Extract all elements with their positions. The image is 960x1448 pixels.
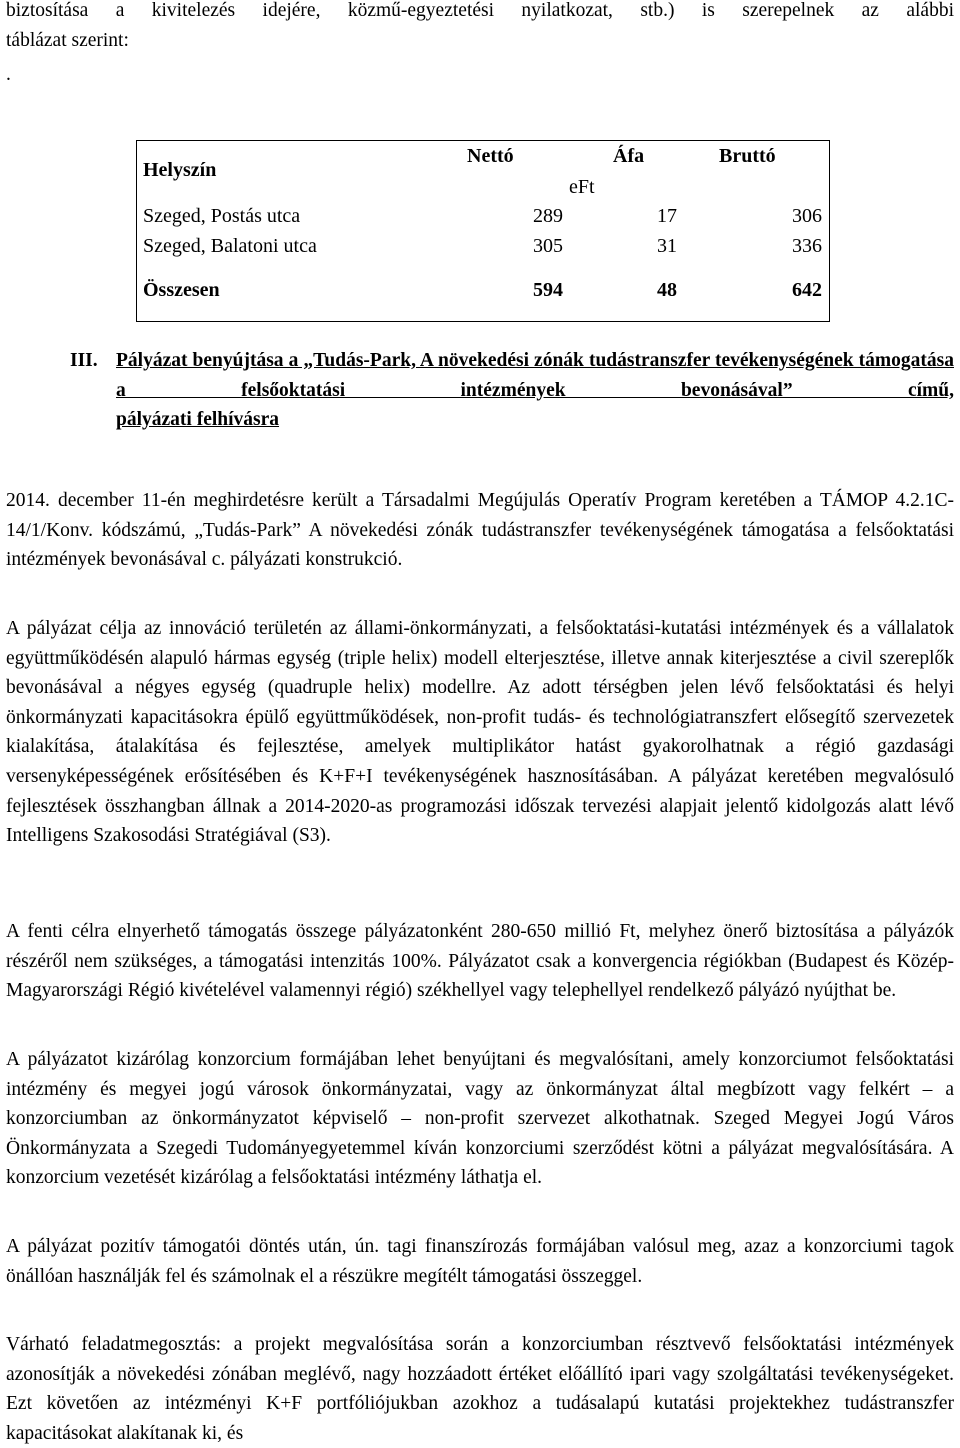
paragraph-funding [6,917,954,1006]
paragraph-text: A pályázatot kizárólag konzorcium formájában lehet benyújtani és megvalósítani, amely konzorciumot felsőoktatási intézmény és megyei jogú városok önkormányzatai, vagy az önkormányzat által megbízott vagy felkért – a konzorciumban az önkormányzatot képviselő – non-profit szervezet alkothatnak. Szeged Megyei Jogú Város Önkormányzata a Szegedi Tudományegyetemmel kíván konzorciumi szerződést kötni a pályázat megvalósítására. A konzorcium vezetését kizárólag a felsőoktatási intézmény láthatja el. [6,1049,954,1189]
total-vat: 48 [657,279,677,301]
paragraph-announcement [6,486,954,575]
section-title-end: pályázati felhívásra [116,409,280,430]
row-2-vat: 31 [657,235,677,257]
intro-line-3: . [6,64,11,85]
total-gross: 642 [792,279,822,301]
row-2-gross: 336 [792,235,822,257]
row-2-location: Szeged, Balatoni utca [143,235,317,257]
section-title: Pályázat benyújtása a „Tudás-Park, A növekedési zónák tudástranszfer tevékenységének támogatása a felsőoktatási intézmények bevonásával” című, [116,350,954,401]
header-unit: eFt [569,176,595,198]
header-location: Helyszín [143,159,217,181]
intro-line-2: táblázat szerint: [6,30,129,51]
row-1-net: 289 [533,205,563,227]
paragraph-text: A pályázat pozitív támogatói döntés után, ún. tagi finanszírozás formájában valósul meg, azaz a konzorciumi tagok önállóan használják fel és számolnak el a részükre megítélt támogatási összeggel. [6,1236,954,1287]
row-1-vat: 17 [657,205,677,227]
paragraph-goal [6,614,954,851]
row-1-location: Szeged, Postás utca [143,205,301,227]
paragraph-tasks [6,1330,954,1448]
header-vat: Áfa [613,145,645,167]
paragraph-consortium [6,1045,954,1193]
header-net: Nettó [467,145,514,167]
total-label: Összesen [143,279,220,301]
paragraph-text: 2014. december 11-én meghirdetésre került a Társadalmi Megújulás Operatív Program keretében a TÁMOP 4.2.1C-14/1/Konv. kódszámú, „Tudás-Park” A növekedési zónák tudástranszfer tevékenységének támogatása a felsőoktatási intézmények bevonásával c. pályázati konstrukció. [6,490,954,571]
row-2-net: 305 [533,235,563,257]
paragraph-text: A fenti célra elnyerhető támogatás összege pályázatonként 280-650 millió Ft, melyhez önerő biztosítása a pályázók részéről nem szükséges, a támogatási intenzitás 100%. Pályázatot csak a konvergencia régiókban (Budapest és Közép-Magyarországi Régió kivételével valamennyi régió) székhellyel vagy telephellyel rendelkező pályázó nyújthat be. [6,921,954,1002]
paragraph-text: A pályázat célja az innováció területén az állami-önkormányzati, a felsőoktatási-kutatási intézmények és a vállalatok együttműködésén alapuló hármas egység (triple helix) modell elterjesztése, illetve annak kiterjesztése a civil szereplők bevonásával a négyes egység (quadruple helix) modellre. Az adott térségben jelen lévő felsőoktatási és helyi önkormányzati kapacitásokra épülő együttműködések, non-profit tudás- és technológiatranszfert elősegítő szervezetek kialakítása, átalakítása és fejlesztése, amelyek multiplikátor hatást gyakorolhatnak a régió gazdasági versenyképességének erősítésében és K+F+I tevékenységének hasznosításában. A pályázat keretében megvalósuló fejlesztések összhangban állnak a 2014-2020-as programozási időszak tervezési alapjait jelentő kidolgozás alatt lévő Intelligens Szakosodási Stratégiával (S3). [6,618,954,847]
cost-table [136,140,830,322]
paragraph-financing [6,1232,954,1291]
intro-line-1: biztosítása a kivitelezés idejére, közmű-egyeztetési nyilatkozat, stb.) is szerepelnek az alábbi [6,0,954,21]
header-gross: Bruttó [719,145,776,167]
row-1-gross: 306 [792,205,822,227]
paragraph-text: Várható feladatmegosztás: a projekt megvalósítása során a konzorciumban résztvevő felsőoktatási intézmények azonosítják a növekedési zónában meglévő, nagy hozzáadott értéket előállító ipari vagy szolgáltatási tevékenységeket. Ezt követően az intézményi K+F portfóliójukban azokhoz a tudásalapú kutatási projektekhez tudástranszfer kapacitásokat alakítanak ki, és [6,1334,954,1444]
section-number: III. [70,350,98,371]
total-net: 594 [533,279,563,301]
